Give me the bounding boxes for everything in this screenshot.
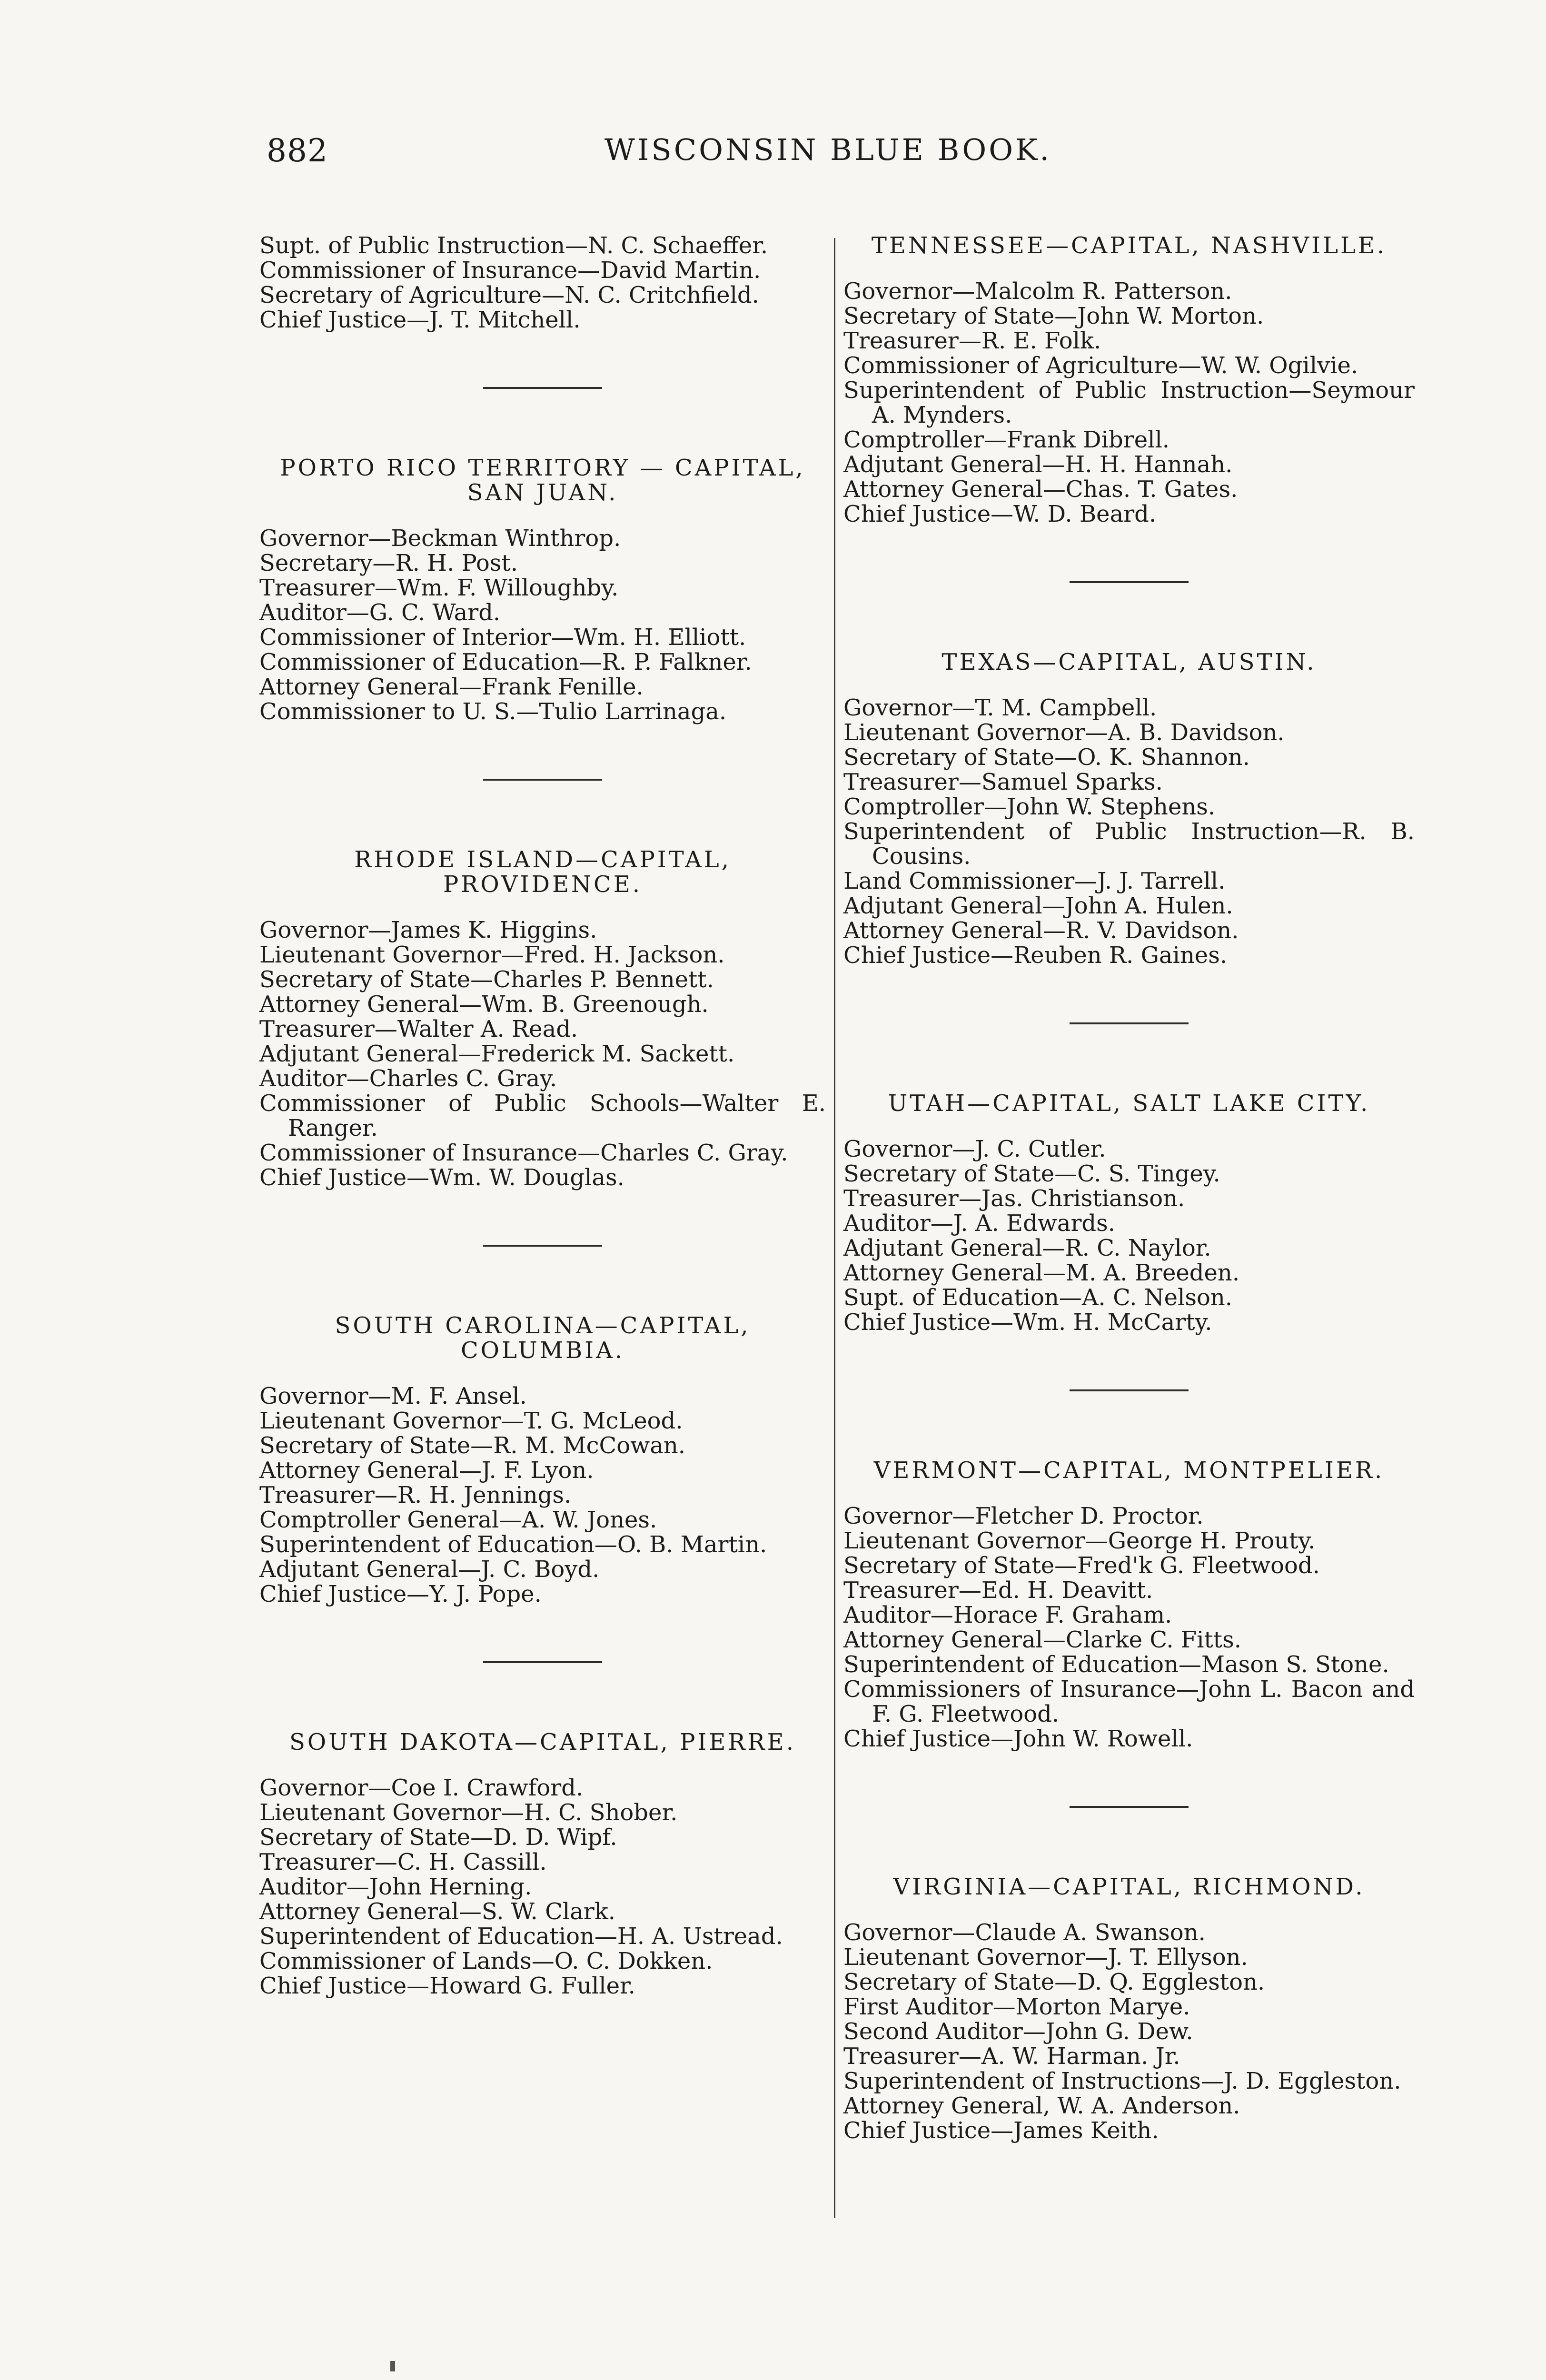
official-entry: Second Auditor—John G. Dew. — [843, 2018, 1193, 2045]
official-entry: Superintendent of Public Instruction—Seymour A. Mynders. — [843, 377, 1415, 428]
official-entry: Commissioner of Insurance—Charles C. Gray. — [259, 1140, 788, 1166]
official-entry: Attorney General—Frank Fenille. — [259, 674, 644, 700]
official-entry: Chief Justice—Wm. W. Douglas. — [259, 1164, 624, 1191]
official-entry: Adjutant General—J. C. Boyd. — [259, 1556, 600, 1583]
state-section — [843, 233, 1415, 526]
state-heading: SOUTH DAKOTA—CAPITAL, PIERRE. — [289, 1729, 796, 1755]
official-entry: Chief Justice—James Keith. — [843, 2117, 1159, 2144]
state-section — [259, 1730, 826, 1998]
official-entry: Comptroller—Frank Dibrell. — [843, 426, 1170, 453]
official-entry: Treasurer—R. H. Jennings. — [259, 1482, 572, 1508]
official-entry: Attorney General, W. A. Anderson. — [843, 2092, 1240, 2119]
section-rule — [1070, 1389, 1189, 1391]
official-entry: Superintendent of Education—O. B. Martin. — [259, 1531, 767, 1558]
official-entry: Commissioner of Public Schools—Walter E. Ranger. — [259, 1090, 826, 1141]
state-section — [259, 1313, 826, 1606]
state-section — [843, 1091, 1415, 1335]
official-entry: Secretary of State—O. K. Shannon. — [843, 744, 1250, 771]
official-entry: Chief Justice—John W. Rowell. — [843, 1726, 1193, 1752]
official-entry: Treasurer—Walter A. Read. — [259, 1016, 578, 1042]
state-section — [843, 1458, 1415, 1751]
official-entry: Treasurer—C. H. Cassill. — [259, 1849, 547, 1875]
official-entry: Commissioner of Insurance—David Martin. — [259, 257, 761, 284]
official-entry: Commissioner of Agriculture—W. W. Ogilvie. — [843, 352, 1358, 379]
official-entry: Governor—Malcolm R. Patterson. — [843, 278, 1232, 305]
official-entry: Chief Justice—W. D. Beard. — [843, 501, 1157, 527]
official-entry: Secretary of State—Charles P. Bennett. — [259, 966, 714, 993]
state-heading: PORTO RICO TERRITORY — CAPITAL, SAN JUAN. — [280, 455, 805, 506]
official-entry: Governor—James K. Higgins. — [259, 917, 597, 943]
official-entry: Lieutenant Governor—George H. Prouty. — [843, 1527, 1316, 1554]
state-heading: TEXAS—CAPITAL, AUSTIN. — [941, 649, 1317, 675]
official-entry: Secretary of State—Fred'k G. Fleetwood. — [843, 1552, 1320, 1579]
official-entry: Governor—T. M. Campbell. — [843, 694, 1157, 721]
official-entry: Lieutenant Governor—A. B. Davidson. — [843, 719, 1285, 746]
official-entry: Governor—M. F. Ansel. — [259, 1383, 527, 1409]
official-entry: Commissioner of Lands—O. C. Dokken. — [259, 1948, 713, 1974]
official-entry: Supt. of Public Instruction—N. C. Schaeffer. — [259, 232, 768, 259]
section-rule — [1070, 581, 1189, 583]
official-entry: Secretary of Agriculture—N. C. Critchfield. — [259, 282, 759, 308]
section-rule — [483, 779, 602, 781]
section-rule — [1070, 1022, 1189, 1024]
official-entry: Commissioners of Insurance—John L. Bacon and F. G. Fleetwood. — [843, 1676, 1415, 1727]
official-entry: Commissioner to U. S.—Tulio Larrinaga. — [259, 698, 727, 725]
official-entry: Chief Justice—J. T. Mitchell. — [259, 307, 581, 333]
official-entry: Treasurer—Samuel Sparks. — [843, 769, 1163, 795]
state-heading: VIRGINIA—CAPITAL, RICHMOND. — [893, 1874, 1365, 1900]
running-head: WISCONSIN BLUE BOOK. — [605, 132, 1052, 167]
official-entry: Attorney General—S. W. Clark. — [259, 1898, 616, 1925]
official-entry: Secretary of State—D. D. Wipf. — [259, 1824, 617, 1851]
official-entry: Attorney General—J. F. Lyon. — [259, 1457, 594, 1484]
state-section — [843, 650, 1415, 968]
official-entry: Treasurer—R. E. Folk. — [843, 327, 1101, 354]
official-entry: Treasurer—Ed. H. Deavitt. — [843, 1577, 1153, 1604]
official-entry: Auditor—G. C. Ward. — [259, 599, 501, 626]
official-entry: Supt. of Education—A. C. Nelson. — [843, 1284, 1233, 1311]
column-divider — [834, 238, 835, 2218]
state-heading: RHODE ISLAND—CAPITAL, PROVIDENCE. — [354, 846, 731, 898]
official-entry: Attorney General—Wm. B. Greenough. — [259, 991, 709, 1018]
official-entry: First Auditor—Morton Marye. — [843, 1993, 1190, 2020]
state-heading: SOUTH CAROLINA—CAPITAL, COLUMBIA. — [335, 1312, 751, 1364]
official-entry: Superintendent of Instructions—J. D. Eggleston. — [843, 2068, 1401, 2094]
official-entry: Auditor—J. A. Edwards. — [843, 1210, 1116, 1237]
official-entry: Comptroller—John W. Stephens. — [843, 793, 1216, 820]
official-entry: Comptroller General—A. W. Jones. — [259, 1507, 657, 1533]
state-section — [259, 456, 826, 724]
official-entry: Auditor—Horace F. Graham. — [843, 1602, 1172, 1628]
official-entry: Superintendent of Education—H. A. Ustread. — [259, 1923, 783, 1950]
official-entry: Attorney General—M. A. Breeden. — [843, 1259, 1240, 1286]
official-entry: Auditor—John Herning. — [259, 1874, 532, 1900]
state-heading: VERMONT—CAPITAL, MONTPELIER. — [873, 1457, 1385, 1484]
official-entry: Superintendent of Education—Mason S. Stone. — [843, 1651, 1389, 1678]
official-entry: Chief Justice—Reuben R. Gaines. — [843, 942, 1228, 969]
official-entry: Adjutant General—John A. Hulen. — [843, 892, 1233, 919]
section-rule — [483, 1661, 602, 1663]
official-entry: Attorney General—Chas. T. Gates. — [843, 476, 1238, 503]
official-entry: Lieutenant Governor—H. C. Shober. — [259, 1799, 678, 1826]
official-entry: Secretary of State—R. M. McCowan. — [259, 1432, 686, 1459]
official-entry: Chief Justice—Howard G. Fuller. — [259, 1973, 635, 1999]
section-rule — [483, 1245, 602, 1247]
official-entry: Lieutenant Governor—T. G. McLeod. — [259, 1408, 683, 1434]
official-entry: Governor—Coe I. Crawford. — [259, 1775, 584, 1801]
official-entry: Commissioner of Education—R. P. Falkner. — [259, 649, 752, 675]
official-entry: Land Commissioner—J. J. Tarrell. — [843, 868, 1226, 894]
section-rule — [483, 387, 602, 389]
official-entry: Treasurer—Wm. F. Willoughby. — [259, 575, 619, 601]
official-entry: Lieutenant Governor—J. T. Ellyson. — [843, 1944, 1248, 1971]
official-entry: Auditor—Charles C. Gray. — [259, 1065, 557, 1092]
official-entry: Commissioner of Interior—Wm. H. Elliott. — [259, 624, 746, 651]
page-number: 882 — [267, 132, 328, 169]
official-entry: Secretary—R. H. Post. — [259, 550, 518, 576]
official-entry: Chief Justice—Wm. H. McCarty. — [843, 1309, 1212, 1336]
official-entry: Secretary of State—D. Q. Eggleston. — [843, 1969, 1265, 1995]
official-entry: Adjutant General—Frederick M. Sackett. — [259, 1041, 735, 1067]
official-entry: Treasurer—Jas. Christianson. — [843, 1185, 1185, 1212]
official-entry: Lieutenant Governor—Fred. H. Jackson. — [259, 942, 725, 968]
official-entry: Secretary of State—John W. Morton. — [843, 303, 1264, 329]
section-rule — [1070, 1806, 1189, 1808]
state-section — [259, 847, 826, 1190]
official-entry: Attorney General—R. V. Davidson. — [843, 917, 1239, 944]
state-section — [259, 233, 826, 332]
left-column — [259, 233, 826, 1998]
official-entry: Governor—Claude A. Swanson. — [843, 1919, 1206, 1946]
official-entry: Chief Justice—Y. J. Pope. — [259, 1581, 542, 1607]
state-heading: TENNESSEE—CAPITAL, NASHVILLE. — [871, 232, 1387, 259]
official-entry: Adjutant General—H. H. Hannah. — [843, 451, 1233, 478]
official-entry: Secretary of State—C. S. Tingey. — [843, 1160, 1220, 1187]
official-entry: Governor—Fletcher D. Proctor. — [843, 1503, 1204, 1529]
official-entry: Adjutant General—R. C. Naylor. — [843, 1235, 1211, 1261]
official-entry: Superintendent of Public Instruction—R. B. Cousins. — [843, 818, 1415, 870]
official-entry: Treasurer—A. W. Harman. Jr. — [843, 2043, 1180, 2070]
official-entry: Governor—Beckman Winthrop. — [259, 525, 621, 552]
official-entry: Attorney General—Clarke C. Fitts. — [843, 1626, 1241, 1653]
state-heading: UTAH—CAPITAL, SALT LAKE CITY. — [888, 1090, 1370, 1117]
right-column — [843, 233, 1415, 2143]
official-entry: Governor—J. C. Cutler. — [843, 1136, 1106, 1162]
print-mark — [390, 2361, 395, 2371]
state-section — [843, 1874, 1415, 2143]
